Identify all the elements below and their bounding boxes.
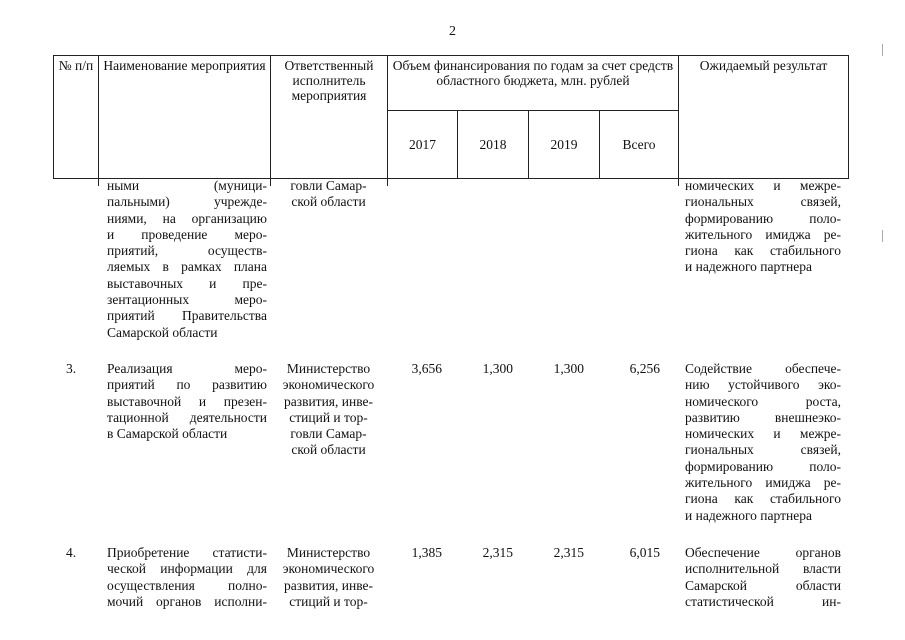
header-responsible: Ответственный исполнитель мероприятия: [271, 56, 388, 179]
text-line: приятий, осуществ-: [107, 243, 267, 259]
text-line: пальными) учрежде-: [107, 194, 267, 210]
text-line: стиций и тор-: [289, 409, 368, 425]
row-4-name: [107, 545, 267, 610]
text-line: ской области: [291, 194, 366, 210]
text-line: Содействие обеспече-: [685, 361, 841, 376]
text-line: Самарской области: [107, 324, 218, 340]
text-line: приятий Правительства: [107, 308, 267, 324]
column-border: [387, 176, 388, 186]
continuation-name: [107, 178, 267, 341]
row-4-value-2019: 2,315: [553, 545, 584, 560]
text-line: и надежного партнера: [685, 259, 812, 275]
row-3-result: [685, 361, 841, 524]
text-line: ными (муници-: [107, 178, 267, 193]
column-border: [98, 176, 99, 186]
text-line: приятий по развитию: [107, 377, 267, 393]
text-line: осуществления полно-: [107, 577, 267, 593]
text-line: Обеспечение органов: [685, 545, 841, 560]
text-line: нию устойчивого эко-: [685, 377, 841, 393]
text-line: говли Самар-: [290, 178, 367, 193]
row-3-num: 3.: [66, 361, 77, 376]
text-line: развития, инве-: [284, 577, 373, 593]
row-4-value-total: 6,015: [629, 545, 660, 560]
table-header: [53, 55, 849, 179]
row-3-responsible: [272, 361, 385, 459]
text-line: статистической ин-: [685, 593, 841, 609]
row-3-name: [107, 361, 267, 442]
text-line: формированию поло-: [685, 458, 841, 474]
text-line: развития, инве-: [284, 393, 373, 409]
header-year-2018: 2018: [458, 111, 529, 179]
row-3-value-2017: 3,656: [411, 361, 442, 376]
text-line: экономического: [282, 561, 375, 577]
row-4-responsible: [272, 545, 385, 610]
column-border: [270, 176, 271, 186]
header-year-2019: 2019: [529, 111, 600, 179]
text-line: выставочных и пре-: [107, 275, 267, 291]
text-line: говли Самар-: [290, 426, 367, 442]
text-line: Министерство: [286, 361, 371, 376]
header-num: № п/п: [54, 56, 99, 179]
continuation-responsible: [272, 178, 385, 211]
margin-mark: [882, 44, 883, 56]
header-total: Всего: [600, 111, 679, 179]
text-line: мочий органов исполни-: [107, 593, 267, 609]
row-4-value-2018: 2,315: [482, 545, 513, 560]
header-result: Ожидаемый результат: [679, 56, 849, 179]
text-line: стиций и тор-: [289, 593, 368, 609]
text-line: Приобретение статисти-: [107, 545, 267, 560]
text-line: номических и межре-: [685, 426, 841, 442]
column-border: [678, 176, 679, 186]
row-3-value-total: 6,256: [629, 361, 660, 376]
margin-mark: [882, 230, 883, 242]
text-line: ниями, на организацию: [107, 210, 267, 226]
text-line: гиональных связей,: [685, 194, 841, 210]
text-line: и проведение меро-: [107, 226, 267, 242]
text-line: выставочной и презен-: [107, 393, 267, 409]
text-line: жительного имиджа ре-: [685, 475, 841, 491]
text-line: зентационных меро-: [107, 292, 267, 308]
header-year-2017: 2017: [388, 111, 458, 179]
page-number: 2: [449, 24, 456, 39]
header-name: Наименование мероприятия: [99, 56, 271, 179]
row-3-value-2019: 1,300: [553, 361, 584, 376]
text-line: жительного имиджа ре-: [685, 226, 841, 242]
text-line: и надежного партнера: [685, 507, 812, 523]
text-line: ляемых в рамках плана: [107, 259, 267, 275]
text-line: гиональных связей,: [685, 442, 841, 458]
row-4-num: 4.: [66, 545, 77, 560]
text-line: формированию поло-: [685, 210, 841, 226]
text-line: экономического: [282, 377, 375, 393]
text-line: Реализация меро-: [107, 361, 267, 376]
text-line: ской области: [291, 442, 366, 458]
continuation-result: [685, 178, 841, 276]
header-funding: Объем финансирования по годам за счет средств областного бюджета, млн. рублей: [388, 56, 679, 111]
text-line: гиона как стабильного: [685, 491, 841, 507]
text-line: Самарской области: [685, 577, 841, 593]
row-3-value-2018: 1,300: [482, 361, 513, 376]
text-line: тационной деятельности: [107, 409, 267, 425]
text-line: гиона как стабильного: [685, 243, 841, 259]
text-line: номических и межре-: [685, 178, 841, 193]
text-line: номического роста,: [685, 393, 841, 409]
text-line: исполнительной власти: [685, 561, 841, 577]
text-line: ческой информации для: [107, 561, 267, 577]
text-line: в Самарской области: [107, 426, 228, 442]
row-4-result: [685, 545, 841, 610]
text-line: развитию внешнеэко-: [685, 409, 841, 425]
text-line: Министерство: [286, 545, 371, 560]
row-4-value-2017: 1,385: [411, 545, 442, 560]
